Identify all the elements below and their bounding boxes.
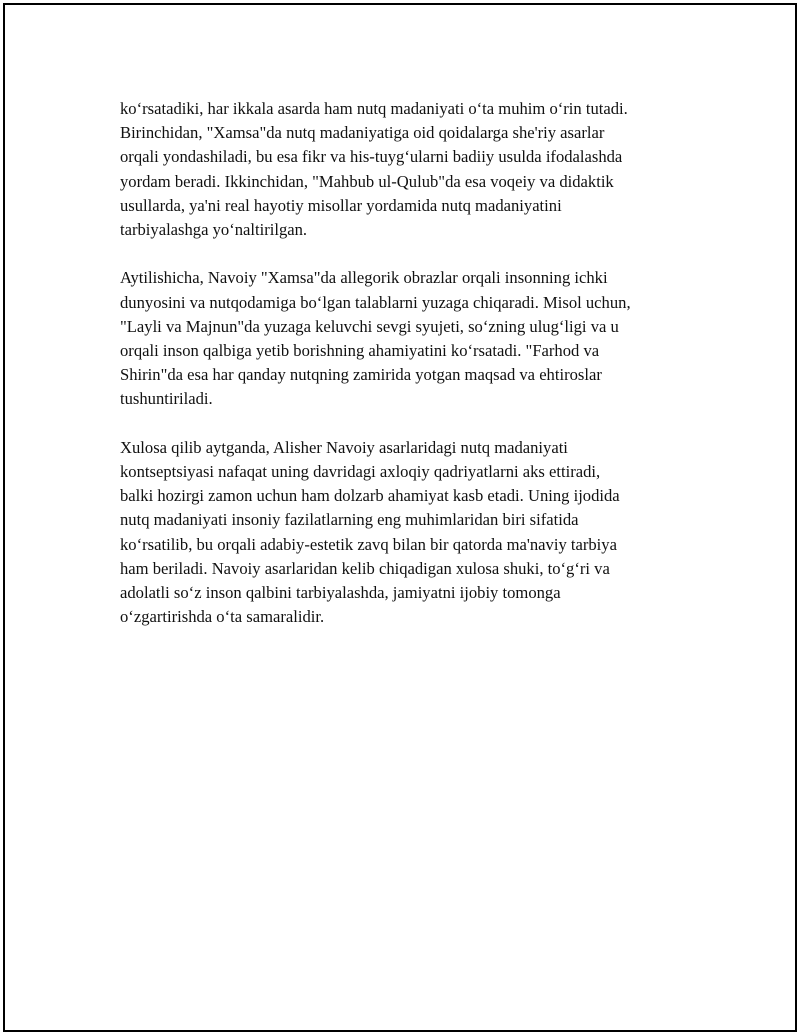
- text-line: ham beriladi. Navoiy asarlaridan kelib chiqadigan xulosa shuki, to‘g‘ri va: [120, 558, 610, 578]
- text-line: orqali yondashiladi, bu esa fikr va his-tuyg‘ularni badiiy usulda ifodalashda: [120, 147, 623, 167]
- text-line: Birinchidan, "Xamsa"da nutq madaniyatiga oid qoidalarga she'riy asarlar: [120, 123, 605, 143]
- text-line: Shirin"da esa har qanday nutqning zamirida yotgan maqsad va ehtiroslar: [120, 365, 602, 385]
- text-line: nutq madaniyati insoniy fazilatlarning eng muhimlaridan biri sifatida: [120, 510, 579, 530]
- text-line: balki hozirgi zamon uchun ham dolzarb ahamiyat kasb etadi. Uning ijodida: [120, 486, 620, 506]
- text-line: "Layli va Majnun"da yuzaga keluvchi sevgi syujeti, so‘zning ulug‘ligi va u: [120, 316, 619, 336]
- text-line: tushuntiriladi.: [120, 389, 213, 409]
- text-line: ko‘rsatadiki, har ikkala asarda ham nutq madaniyati o‘ta muhim o‘rin tutadi.: [120, 99, 628, 118]
- text-line: o‘zgartirishda o‘ta samaralidir.: [120, 607, 325, 627]
- page-frame: [3, 3, 797, 1032]
- text-line: kontseptsiyasi nafaqat uning davridagi axloqiy qadriyatlarni aks ettiradi,: [120, 462, 601, 482]
- text-line: Xulosa qilib aytganda, Alisher Navoiy asarlaridagi nutq madaniyati: [120, 437, 568, 457]
- paragraph-2: [120, 266, 710, 411]
- text-line: yordam beradi. Ikkinchidan, "Mahbub ul-Qulub"da esa voqeiy va didaktik: [120, 171, 614, 191]
- text-line: dunyosini va nutqodamiga bo‘lgan talablarni yuzaga chiqaradi. Misol uchun,: [120, 292, 631, 312]
- text-line: ko‘rsatilib, bu orqali adabiy-estetik zavq bilan bir qatorda ma'naviy tarbiya: [120, 534, 617, 554]
- text-line: orqali inson qalbiga yetib borishning ahamiyatini ko‘rsatadi. "Farhod va: [120, 341, 600, 361]
- text-line: usullarda, ya'ni real hayotiy misollar yordamida nutq madaniyatini: [120, 195, 562, 215]
- text-line: adolatli so‘z inson qalbini tarbiyalashda, jamiyatni ijobiy tomonga: [120, 583, 561, 603]
- document-body: [120, 97, 710, 654]
- paragraph-1: [120, 97, 710, 242]
- paragraph-3: [120, 436, 710, 630]
- text-line: tarbiyalashga yo‘naltirilgan.: [120, 220, 308, 240]
- text-line: Aytilishicha, Navoiy "Xamsa"da allegorik obrazlar orqali insonning ichki: [120, 268, 608, 288]
